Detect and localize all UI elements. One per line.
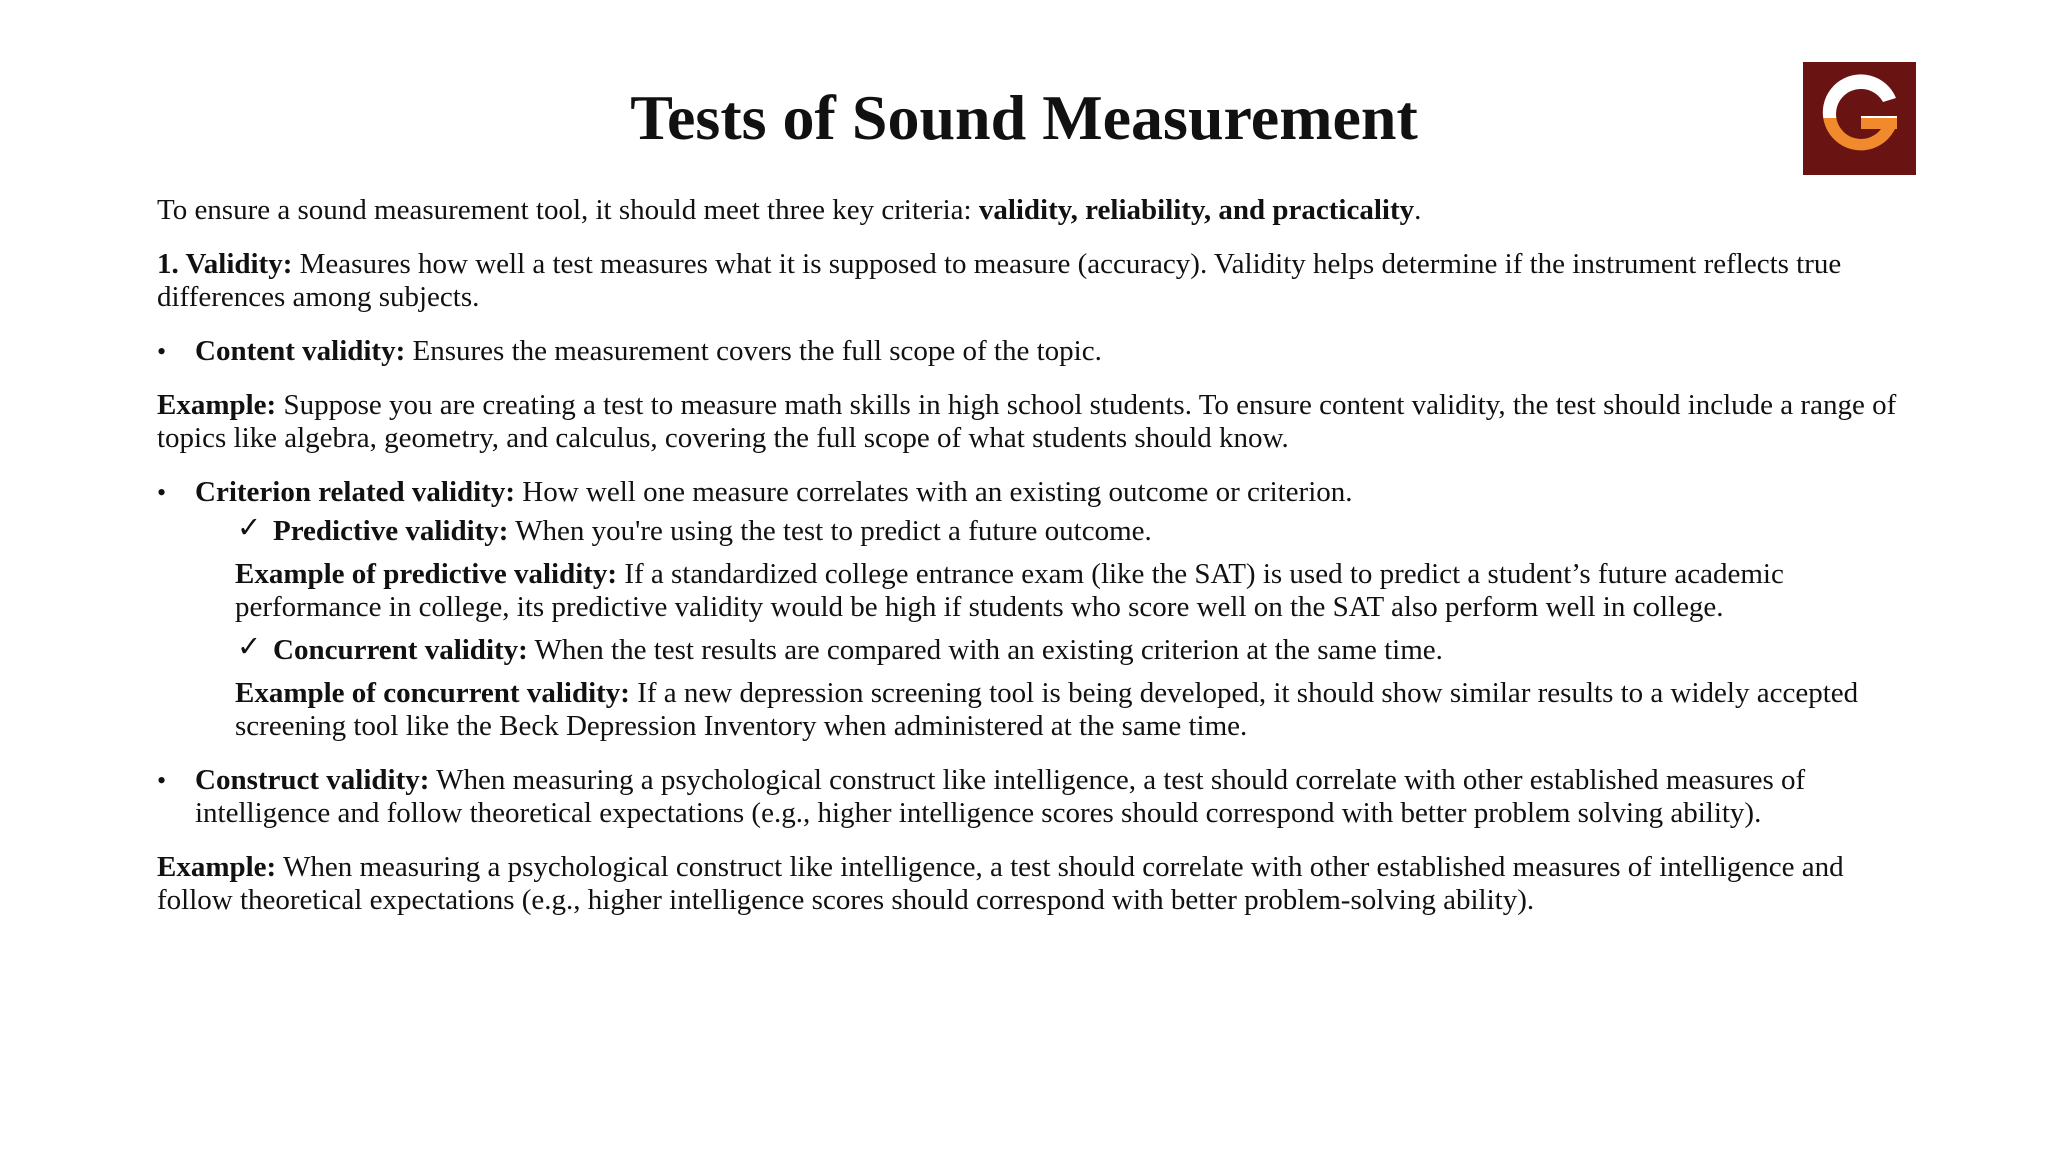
concurrent-validity-text: When the test results are compared with an existing criterion at the same time. (527, 634, 1443, 666)
logo-mark (1803, 62, 1916, 175)
concurrent-example-text: If a new depression screening tool is being developed, it should show similar results to a widely accepted screening tool like the Beck Depression Inventory when administered at the same time. (235, 677, 1859, 742)
criterion-validity-item (157, 476, 1897, 509)
checkmark-icon: ✓ (237, 629, 262, 663)
bullet-icon: • (157, 337, 167, 366)
construct-example-label: Example: (157, 851, 277, 883)
intro-paragraph (157, 194, 1897, 227)
construct-example-text: When measuring a psychological construct like intelligence, a test should correlate with other established measures of intelligence and follow theoretical expectations (e.g., higher intelligence scores should correspond with better problem-solving ability). (157, 851, 1844, 916)
concurrent-validity-label: Concurrent validity: (273, 634, 528, 666)
concurrent-example-paragraph (157, 677, 1897, 743)
content-validity-text: Ensures the measurement covers the full scope of the topic. (405, 335, 1102, 367)
predictive-example-paragraph (157, 558, 1897, 624)
g-logo-icon (1803, 62, 1916, 175)
bullet-icon: • (157, 766, 167, 795)
validity-label: 1. Validity: (157, 248, 293, 280)
predictive-validity-label: Predictive validity: (273, 515, 509, 547)
content-validity-item (157, 335, 1897, 368)
concurrent-example-label: Example of concurrent validity: (235, 677, 630, 709)
construct-validity-item (157, 764, 1897, 830)
validity-text: Measures how well a test measures what it is supposed to measure (accuracy). Validity helps determine if the instrument reflects true differences among subjects. (157, 248, 1842, 313)
slide-body (157, 194, 1897, 938)
intro-text: To ensure a sound measurement tool, it should meet three key criteria: (157, 194, 979, 226)
intro-criteria: validity, reliability, and practicality (978, 194, 1415, 226)
criterion-validity-label: Criterion related validity: (195, 476, 516, 508)
content-example-label: Example: (157, 389, 277, 421)
predictive-validity-item (157, 510, 1897, 548)
validity-paragraph (157, 248, 1897, 314)
content-example-paragraph (157, 389, 1897, 455)
checkmark-icon: ✓ (237, 510, 262, 544)
predictive-example-text: If a standardized college entrance exam (like the SAT) is used to predict a student’s future academic performance in college, its predictive validity would be high if students who score well on the SAT also perform well in college. (235, 558, 1784, 623)
concurrent-validity-item (157, 629, 1897, 667)
content-validity-label: Content validity: (195, 335, 406, 367)
construct-validity-label: Construct validity: (195, 764, 430, 796)
predictive-validity-text: When you're using the test to predict a future outcome. (508, 515, 1152, 547)
intro-end: . (1414, 194, 1422, 226)
slide-title: Tests of Sound Measurement (630, 82, 1418, 153)
criterion-validity-text: How well one measure correlates with an existing outcome or criterion. (515, 476, 1353, 508)
content-example-text: Suppose you are creating a test to measure math skills in high school students. To ensure content validity, the test should include a range of topics like algebra, geometry, and calculus, covering the full scope of what students should know. (157, 389, 1897, 454)
bullet-icon: • (157, 478, 167, 507)
construct-example-paragraph (157, 851, 1897, 917)
predictive-example-label: Example of predictive validity: (235, 558, 618, 590)
construct-validity-text: When measuring a psychological construct like intelligence, a test should correlate with other established measures of intelligence and follow theoretical expectations (e.g., higher intelligence scores should correspond with better problem solving ability). (195, 764, 1806, 829)
